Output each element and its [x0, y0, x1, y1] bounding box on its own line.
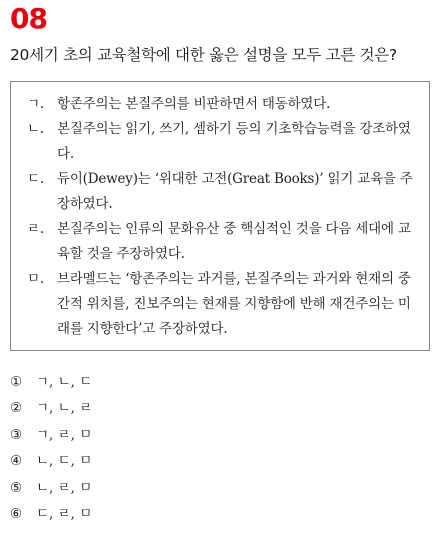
answer-choices: [10, 369, 310, 527]
choice-text: ㄷ, ㄹ, ㅁ: [36, 505, 93, 522]
answer-choice[interactable]: [10, 395, 310, 421]
choice-number: ⑤: [10, 479, 23, 496]
statement-text: 본질주의는 읽기, 쓰기, 셈하기 등의 기초학습능력을 강조하였다.: [57, 121, 411, 162]
answer-choice[interactable]: [10, 369, 310, 395]
statement-item: [21, 92, 421, 117]
choice-number: ①: [10, 374, 23, 390]
statements-box: [10, 81, 430, 351]
statement-item: [21, 167, 421, 217]
choice-text: ㄱ, ㄹ, ㅁ: [36, 426, 93, 443]
statement-marker: ㅁ.: [27, 271, 44, 287]
statement-text: 항존주의는 본질주의를 비판하면서 태동하였다.: [57, 96, 331, 112]
question-stem: 20세기 초의 교육철학에 대한 옳은 설명을 모두 고른 것은?: [10, 46, 397, 64]
answer-choice[interactable]: [10, 422, 310, 448]
statement-marker: ㄴ.: [27, 121, 44, 137]
choice-text: ㄱ, ㄴ, ㄷ: [36, 374, 93, 390]
question-number: 08: [10, 2, 47, 35]
choice-text: ㄴ, ㄹ, ㅁ: [36, 479, 93, 496]
statement-marker: ㄷ.: [27, 171, 44, 187]
statement-item: [21, 267, 421, 342]
statement-text: 듀이(Dewey)는 ‘위대한 고전(Great Books)’ 읽기 교육을 주장하였다.: [57, 171, 413, 212]
choice-number: ⑥: [10, 505, 23, 522]
choice-text: ㄴ, ㄷ, ㅁ: [36, 453, 93, 470]
choice-number: ②: [10, 400, 23, 417]
statement-text: 브라멜드는 ‘항존주의는 과거를, 본질주의는 과거와 현재의 중간적 위치를, 진보주의는 현재를 지향함에 반해 재건주의는 미래를 지향한다’고 주장하였다.: [57, 271, 411, 337]
statement-text: 본질주의는 인류의 문화유산 중 핵심적인 것을 다음 세대에 교육할 것을 주장하였다.: [57, 221, 411, 262]
answer-choice[interactable]: [10, 501, 310, 527]
choice-text: ㄱ, ㄴ, ㄹ: [36, 400, 93, 417]
statement-item: [21, 217, 421, 267]
statement-item: [21, 117, 421, 167]
choice-number: ④: [10, 453, 23, 470]
statement-marker: ㄱ.: [27, 96, 44, 112]
statement-marker: ㄹ.: [27, 221, 44, 237]
answer-choice[interactable]: [10, 475, 310, 501]
answer-choice[interactable]: [10, 448, 310, 474]
choice-number: ③: [10, 426, 23, 443]
